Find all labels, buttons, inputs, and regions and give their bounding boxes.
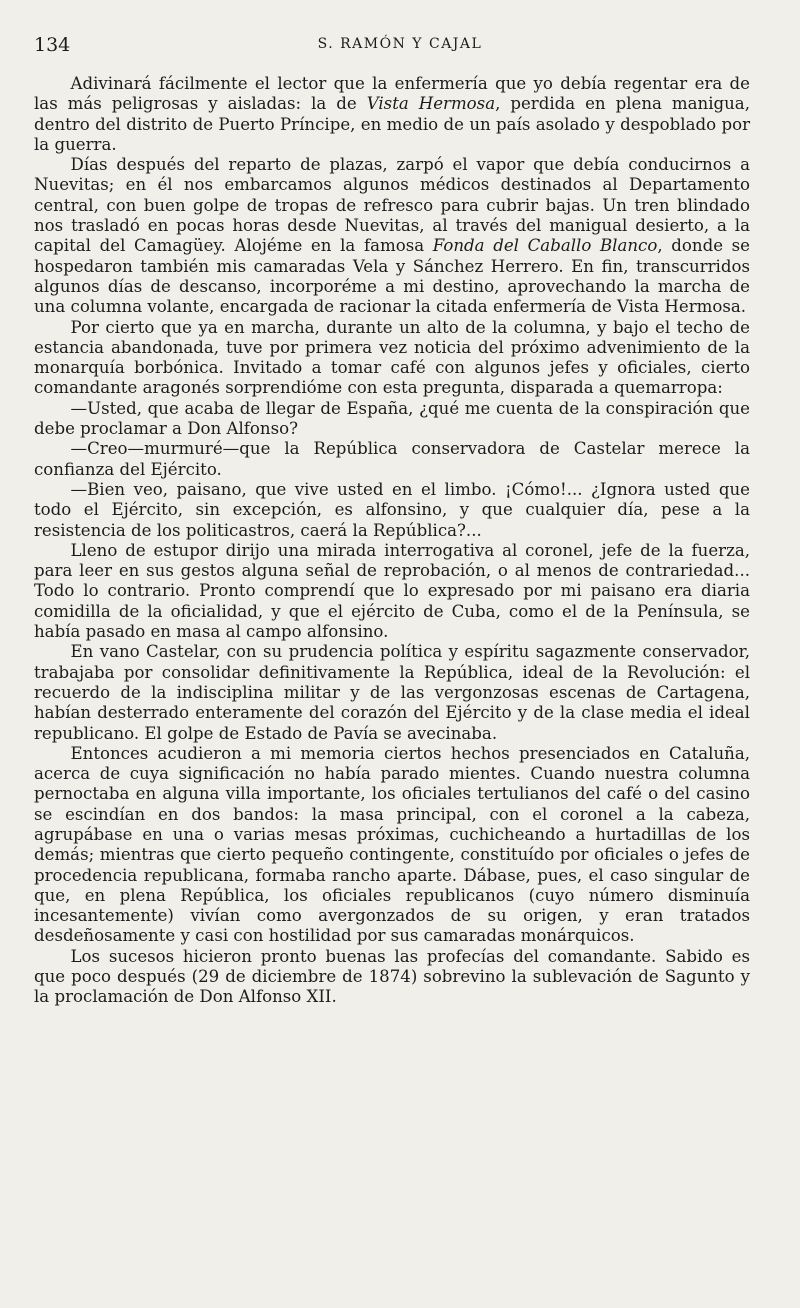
paragraph <box>34 480 750 541</box>
italic-text: Fonda del Caballo Blanco <box>432 236 658 256</box>
paragraph <box>34 744 750 947</box>
paragraph <box>34 318 750 399</box>
text-segment: Por cierto que ya en marcha, durante un alto de la columna, y bajo el techo de estancia abandonada, tuve por primera vez noticia del próximo advenimiento de la monarquía borbónica. Invitado a tomar café con algunos jefes y oficiales, cierto comandante aragonés sorprendióme con esta pregunta, disparada a quemarropa: <box>34 317 750 398</box>
paragraph <box>34 947 750 1008</box>
running-title: S. RAMÓN Y CAJAL <box>317 36 483 52</box>
paragraph <box>34 399 750 440</box>
text-segment: —Bien veo, paisano, que vive usted en el limbo. ¡Cómo!... ¿Ignora usted que todo el Ejército, sin excepción, es alfonsino, y que cualquier día, pese a la resistencia de los politicastros, caerá la República?... <box>34 479 750 540</box>
text-segment: Los sucesos hicieron pronto buenas las profecías del comandante. Sabido es que poco después (29 de diciembre de 1874) sobrevino la sublevación de Sagunto y la proclamación de Don Alfonso XII. <box>34 946 750 1007</box>
page-number: 134 <box>34 34 71 56</box>
text-segment: , donde se hospedaron también mis camaradas Vela y Sánchez Herrero. En fin, transcurridos algunos días de descanso, incorporéme a mi destino, aprovechando la marcha de una columna volante, encargada de racionar la citada enfermería de Vista Hermosa. <box>34 236 750 317</box>
paragraph <box>34 642 750 743</box>
paragraph <box>34 541 750 642</box>
text-segment: Lleno de estupor dirijo una mirada interrogativa al coronel, jefe de la fuerza, para leer en sus gestos alguna señal de reprobación, o al menos de contrariedad... Todo lo contrario. Pronto comprendí que lo expresado por mi paisano era diaria comidilla de la oficialidad, y que el ejército de Cuba, como el de la Península, se había pasado en masa al campo alfonsino. <box>34 540 750 642</box>
text-segment: —Usted, que acaba de llegar de España, ¿qué me cuenta de la conspiración que debe proclamar a Don Alfonso? <box>34 398 750 439</box>
text-segment: En vano Castelar, con su prudencia política y espíritu sagazmente conservador, trabajaba por consolidar definitivamente la República, ideal de la Revolución: el recuerdo de la indisciplina militar y de las vergonzosas escenas de Cartagena, habían desterrado enteramente del corazón del Ejército y de la clase media el ideal republicano. El golpe de Estado de Pavía se avecinaba. <box>34 642 750 743</box>
text-segment: Adivinará fácilmente el lector que la enfermería que yo debía regentar era de las más peligrosas y aisladas: la de <box>34 74 750 114</box>
italic-text: Vista Hermosa <box>366 94 496 114</box>
text-segment: Días después del reparto de plazas, zarpó el vapor que debía conducirnos a Nuevitas; en él nos embarcamos algunos médicos destinados al Departamento central, con buen golpe de tropas de refresco para cubrir bajas. Un tren blindado nos trasladó en pocas horas desde Nuevitas, al través del manigual desierto, a la capital del Camagüey. Alojéme en la famosa <box>34 155 750 256</box>
page-header <box>0 32 800 58</box>
text-segment: Entonces acudieron a mi memoria ciertos hechos presenciados en Cataluña, acerca de cuya significación no había parado mientes. Cuando nuestra columna pernoctaba en alguna villa importante, los oficiales tertulianos del café o del casino se escindían en dos bandos: la masa principal, con el coronel a la cabeza, agrupábase en una o varias mesas próximas, cuchicheando a hurtadillas de los demás; mientras que cierto pequeño contingente, constituído por oficiales o jefes de procedencia republicana, formaba rancho aparte. Dábase, pues, el caso singular de que, en plena República, los oficiales republicanos (cuyo número disminuía incesantemente) vivían como avergonzados de su origen, y eran tratados desdeñosamente y casi con hostilidad por sus camaradas monárquicos. <box>34 743 750 946</box>
paragraph <box>34 439 750 480</box>
paragraph <box>34 74 750 155</box>
text-segment: , perdida en plena manigua, dentro del distrito de Puerto Príncipe, en medio de un país asolado y despoblado por la guerra. <box>34 94 750 154</box>
body-text <box>34 74 750 1008</box>
text-segment: —Creo—murmuré—que la República conservadora de Castelar merece la confianza del Ejército. <box>34 439 750 479</box>
paragraph <box>34 155 750 317</box>
